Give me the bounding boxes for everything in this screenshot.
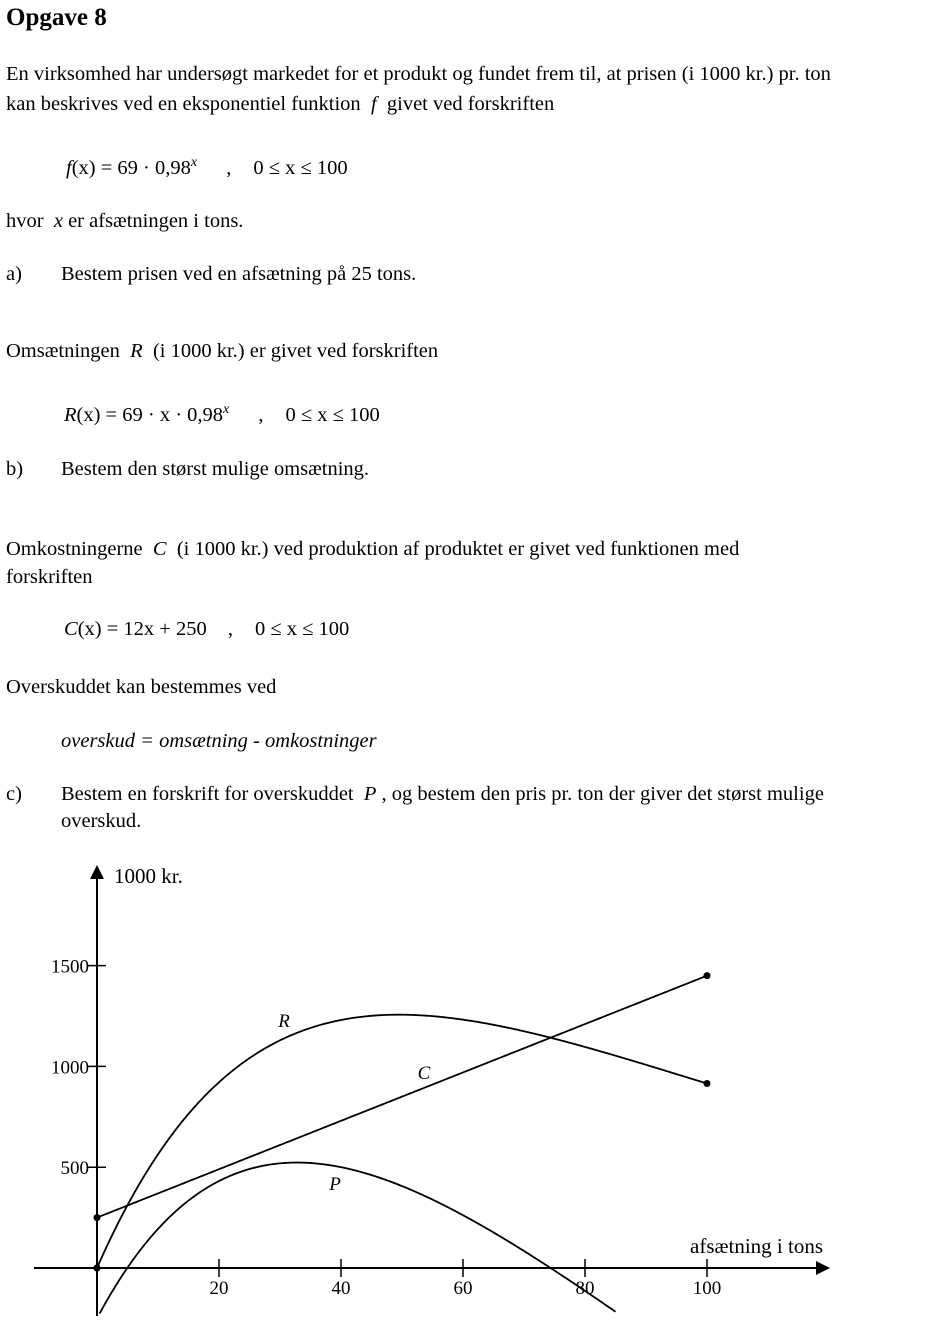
formula-C-domain: 0 ≤ x ≤ 100 [254,618,350,640]
omsaetning-line [6,337,438,365]
y-tick-label: 1500 [51,956,89,978]
curve-label-C: C [417,1063,431,1084]
item-c-label: c) [6,783,22,805]
x-tick-label: 60 [453,1278,473,1299]
x-axis-title: afsætning i tons [690,1234,824,1258]
omkost-pre: Omkostningerne [6,538,143,560]
endpoint-dot [704,1080,711,1087]
item-c-line-1 [61,780,824,808]
formula-C-lhs: C [64,618,78,640]
y-tick-label: 1000 [51,1057,89,1079]
omkost-post: (i 1000 kr.) ved produktion af produktet er givet ved funktionen med [176,538,740,560]
formula-C-rhs: (x) = 12x + 250 [77,618,207,640]
formula-R-rhs: (x) = 69 · x · 0,98 [76,403,224,426]
formula-R-separator: , [258,403,264,426]
x-tick-label: 100 [692,1278,722,1299]
item-a-text: Bestem prisen ved en afsætning på 25 tons. [61,263,417,285]
x-tick-label: 80 [575,1278,595,1299]
item-c-variable: P [363,783,377,805]
formula-f-rhs: (x) = 69 · 0,98 [71,156,191,179]
intro-line-2 [6,90,554,118]
curve-C [97,976,707,1218]
omkost-variable: C [152,538,167,560]
formula-R [64,396,380,429]
item-c-pre: Bestem en forskrift for overskuddet [61,783,354,805]
hvor-post: er afsætningen i tons. [68,210,244,232]
y-axis-arrow-icon [90,865,104,879]
intro-line-2-pre: kan beskrives ved en eksponentiel funktion [6,93,361,115]
formula-C [64,615,349,643]
item-c-line-2: overskud. [61,810,142,832]
item-a-label: a) [6,263,22,285]
endpoint-dot [94,1265,101,1272]
y-axis-title: 1000 kr. [114,864,183,888]
x-tick-label: 20 [209,1278,229,1299]
formula-f-domain: 0 ≤ x ≤ 100 [253,156,348,179]
formula-f-lhs: f [66,156,72,179]
formula-R-lhs: R [64,403,77,426]
endpoint-dot [704,972,711,979]
item-b-label: b) [6,458,24,480]
omkost-line-1 [6,535,739,563]
overskud-formula: overskud = omsætning - omkostninger [61,730,377,752]
endpoint-dot [94,1214,101,1221]
function-graph [0,850,949,1336]
x-tick-label: 40 [331,1278,351,1299]
hvor-variable: x [53,210,63,232]
omsaetning-variable: R [130,340,143,362]
omsaetning-pre: Omsætningen [6,340,120,362]
overskud-intro: Overskuddet kan bestemmes ved [6,676,277,698]
x-axis-arrow-icon [816,1261,830,1275]
curve-R [97,1015,707,1268]
y-tick-label: 500 [60,1158,89,1180]
formula-f-separator: , [226,156,232,179]
item-c-post: , og bestem den pris pr. ton der giver det størst mulige [381,783,824,805]
curve-label-P: P [329,1174,341,1195]
omsaetning-post: (i 1000 kr.) er givet ved forskriften [152,340,439,362]
formula-R-exponent: x [223,402,230,417]
omkost-line-2: forskriften [6,566,93,588]
task-title: Opgave 8 [6,4,107,31]
intro-function-name: f [370,93,377,115]
curve-label-R: R [278,1011,290,1032]
hvor-pre: hvor [6,210,44,232]
hvor-line [6,207,243,235]
formula-C-separator: , [227,618,233,640]
formula-f [66,149,348,182]
formula-R-domain: 0 ≤ x ≤ 100 [285,403,380,426]
item-b-text: Bestem den størst mulige omsætning. [61,458,370,480]
intro-line-2-post: givet ved forskriften [386,93,555,115]
formula-f-exponent: x [190,155,198,170]
intro-line-1: En virksomhed har undersøgt markedet for et produkt og fundet frem til, at prisen (i 1000 kr.) pr. ton [6,63,831,85]
curves [94,972,711,1313]
